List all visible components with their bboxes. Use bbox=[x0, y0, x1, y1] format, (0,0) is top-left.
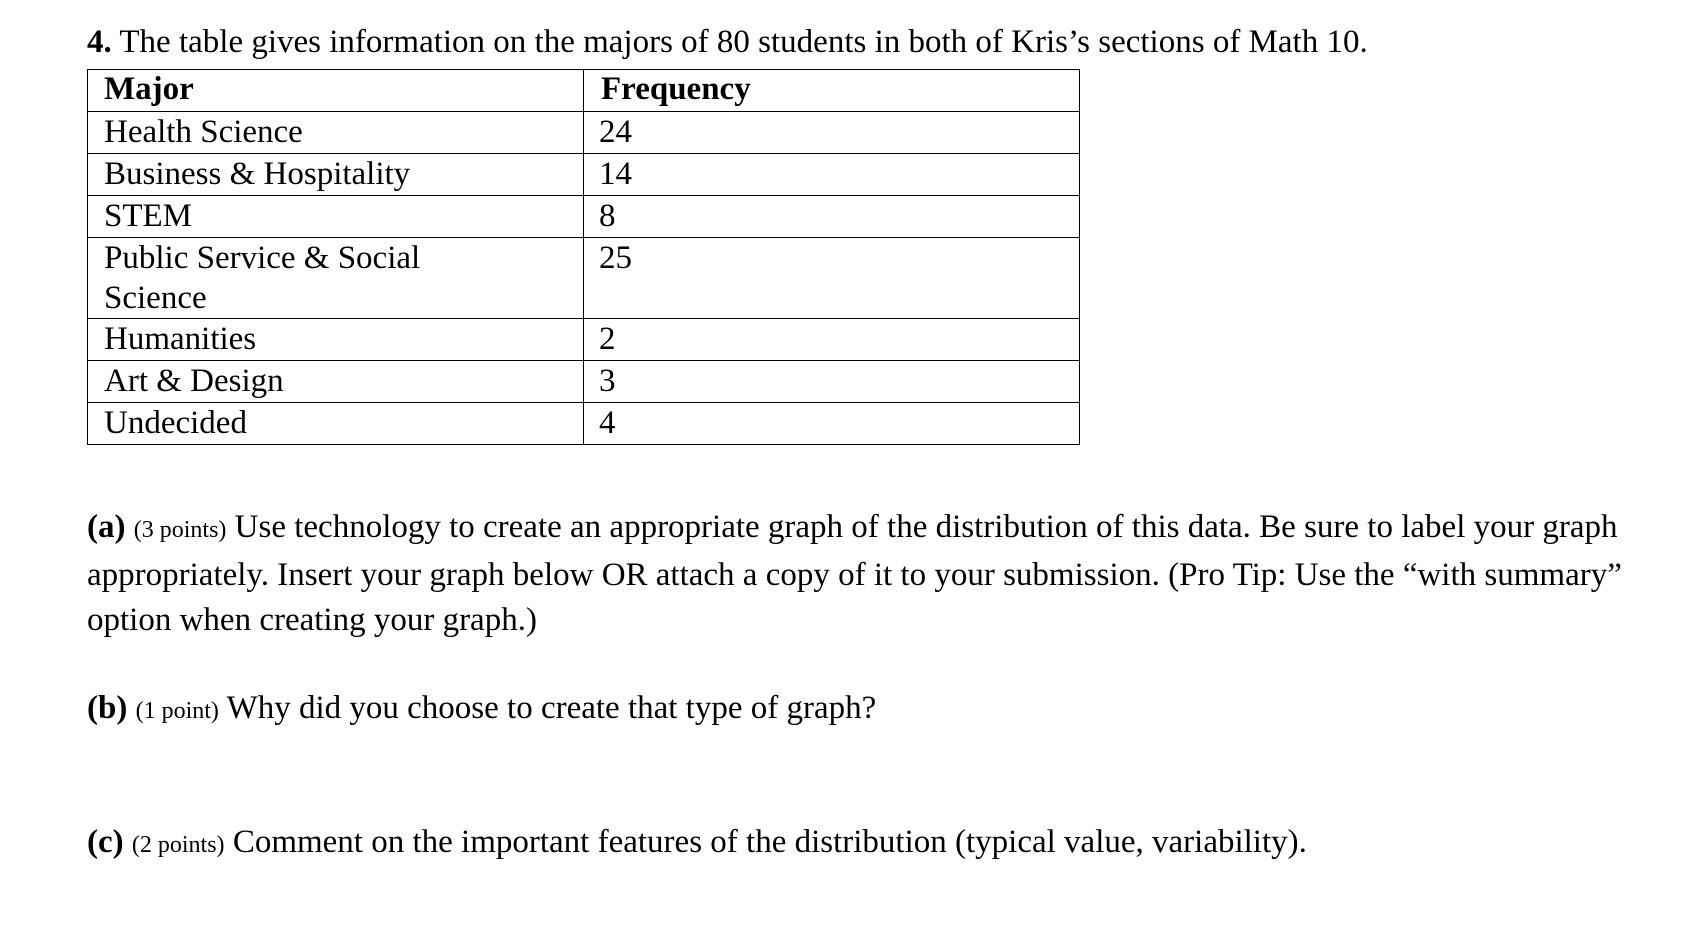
major-cell: Undecided bbox=[88, 403, 584, 445]
frequency-cell: 4 bbox=[584, 403, 1080, 445]
major-cell: Humanities bbox=[88, 319, 584, 361]
question-a-points: (3 points) bbox=[133, 517, 227, 543]
table-row bbox=[88, 319, 1080, 361]
problem-intro: The table gives information on the majors of 80 students in both of Kris’s sections of Math 10. bbox=[111, 24, 1368, 60]
table-row bbox=[88, 112, 1080, 154]
question-c-label: (c) bbox=[87, 824, 124, 860]
table-header-row bbox=[88, 70, 1080, 112]
question-b-label: (b) bbox=[87, 690, 128, 726]
major-cell: Public Service & Social Science bbox=[88, 238, 584, 319]
question-a bbox=[87, 505, 1677, 643]
major-cell: Art & Design bbox=[88, 361, 584, 403]
major-cell: STEM bbox=[88, 196, 584, 238]
frequency-cell: 24 bbox=[584, 112, 1080, 154]
question-c bbox=[87, 820, 1677, 868]
problem-heading bbox=[87, 22, 1368, 62]
question-b-text: Why did you choose to create that type of graph? bbox=[226, 690, 877, 726]
frequency-cell: 14 bbox=[584, 154, 1080, 196]
table-row bbox=[88, 361, 1080, 403]
majors-frequency-table bbox=[87, 69, 1080, 445]
table-row bbox=[88, 196, 1080, 238]
table-row bbox=[88, 154, 1080, 196]
frequency-cell: 3 bbox=[584, 361, 1080, 403]
frequency-cell: 25 bbox=[584, 238, 1080, 319]
table-row bbox=[88, 403, 1080, 445]
table-row bbox=[88, 238, 1080, 319]
question-c-points: (2 points) bbox=[131, 832, 225, 858]
question-a-label: (a) bbox=[87, 509, 126, 545]
question-c-text: Comment on the important features of the distribution (typical value, variability). bbox=[232, 824, 1307, 860]
column-header-frequency: Frequency bbox=[584, 70, 1080, 112]
major-cell: Health Science bbox=[88, 112, 584, 154]
problem-number: 4. bbox=[87, 24, 112, 60]
frequency-cell: 2 bbox=[584, 319, 1080, 361]
column-header-major: Major bbox=[88, 70, 584, 112]
question-a-text: Use technology to create an appropriate graph of the distribution of this data. Be sure to label your graph appropriately. Insert your graph below OR attach a copy of it to your submission. (Pro Tip: Use the “with summary” option when creating your graph.) bbox=[87, 509, 1622, 638]
major-cell: Business & Hospitality bbox=[88, 154, 584, 196]
question-b bbox=[87, 686, 1677, 734]
frequency-cell: 8 bbox=[584, 196, 1080, 238]
question-b-points: (1 point) bbox=[135, 698, 219, 724]
